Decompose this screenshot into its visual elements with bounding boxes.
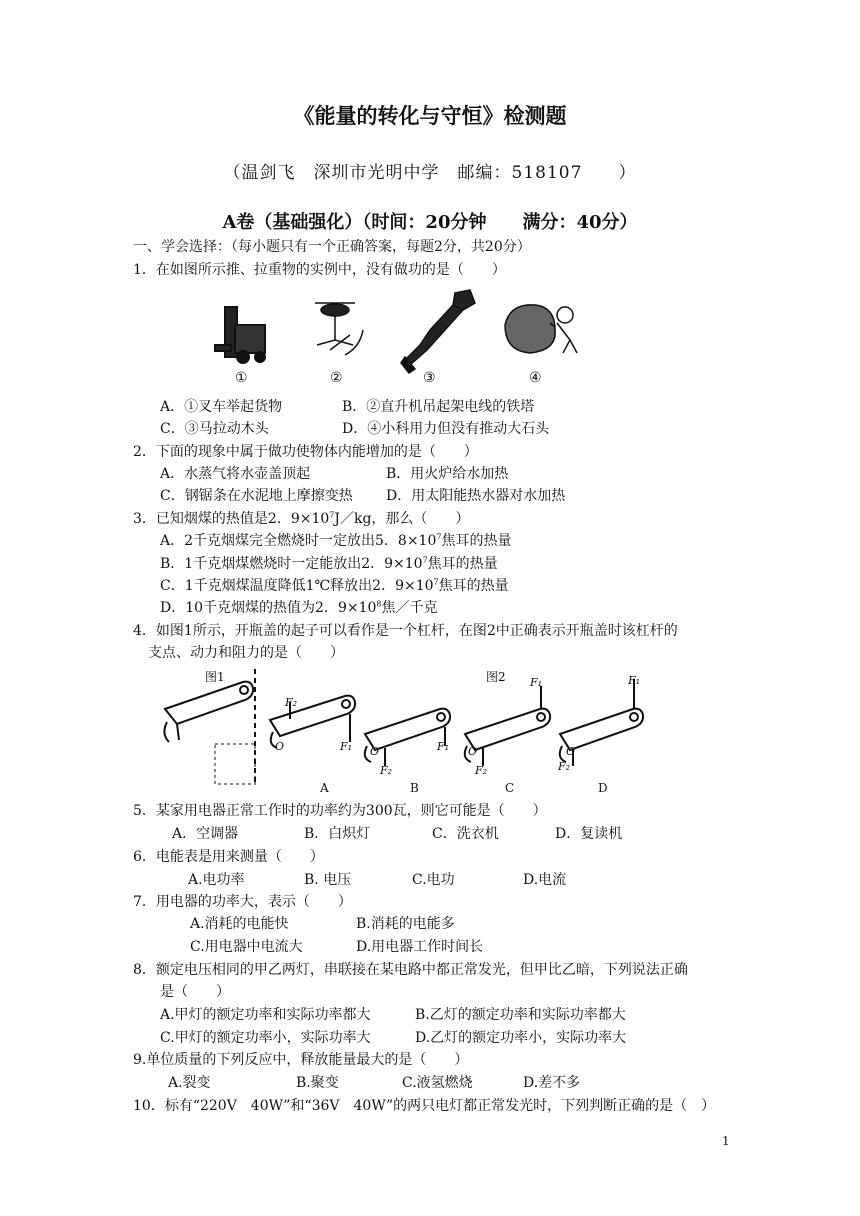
q5-option-c: C．洗衣机 bbox=[432, 826, 499, 842]
helicopter-image bbox=[315, 303, 363, 355]
q3-option-b: B．1千克烟煤燃烧时一定能放出2．$9\times 10^7$焦耳的热量 bbox=[160, 555, 498, 572]
panel-c-f2: F₂ bbox=[475, 764, 488, 777]
q9-option-d: D.差不多 bbox=[523, 1075, 581, 1091]
fig2-label: 图2 bbox=[486, 670, 506, 684]
q1-option-c: C．③马拉动木头 bbox=[160, 421, 269, 437]
panel-d-f2: F₂ bbox=[558, 760, 571, 773]
q1-stem: 1．在如图所示推、拉重物的实例中，没有做功的是（ ） bbox=[133, 262, 506, 278]
q7-stem: 7．用电器的功率大，表示（ ） bbox=[133, 894, 352, 910]
panel-d-o: O bbox=[566, 745, 576, 758]
q7-option-a: A.消耗的电能快 bbox=[190, 916, 289, 932]
q9-option-a: A.裂变 bbox=[168, 1075, 211, 1091]
q3-option-c: C．1千克烟煤温度降低1℃释放出2．$9\times 10^7$焦耳的热量 bbox=[160, 577, 509, 594]
panel-label-b: B bbox=[410, 781, 419, 795]
q2-option-c: C．钢锯条在水泥地上摩擦变热 bbox=[160, 488, 353, 504]
page-title: 《能量的转化与守恒》检测题 bbox=[293, 103, 567, 128]
boy-rock-image bbox=[505, 305, 577, 353]
q5-stem: 5．某家用电器正常工作时的功率约为300瓦，则它可能是（ ） bbox=[133, 803, 547, 819]
panel-c-f1: F₁ bbox=[530, 676, 543, 689]
panel-d-f1: F₁ bbox=[628, 674, 641, 687]
q5-option-b: B．白炽灯 bbox=[304, 826, 371, 842]
part1-heading: 一、学会选择：（每小题只有一个正确答案，每题2分，共20分） bbox=[133, 239, 531, 255]
q9-option-c: C.液氢燃烧 bbox=[402, 1075, 473, 1091]
q1-option-a: A．①叉车举起货物 bbox=[160, 399, 283, 415]
panel-b-f1: F₁ bbox=[437, 740, 450, 753]
q2-option-d: D．用太阳能热水器对水加热 bbox=[386, 488, 566, 504]
q3-option-a: A．2千克烟煤完全燃烧时一定放出5．$8\times 10^7$焦耳的热量 bbox=[160, 532, 512, 549]
panel-label-d: D bbox=[598, 781, 608, 795]
q6-option-d: D.电流 bbox=[523, 872, 567, 888]
panel-label-c: C bbox=[505, 781, 515, 795]
fig-label-2: ② bbox=[330, 370, 343, 386]
panel-a-f2: F₂ bbox=[285, 696, 298, 709]
q8-stem-line2: 是（ ） bbox=[160, 984, 230, 1000]
q6-option-b: B. 电压 bbox=[304, 872, 352, 888]
q7-option-b: B.消耗的电能多 bbox=[356, 916, 455, 932]
q3-stem: 3．已知烟煤的热值是2．$9\times 10^7J/kg$，那么（ ） bbox=[133, 510, 470, 527]
panel-b-f2: F₂ bbox=[380, 764, 393, 777]
page-number: 1 bbox=[722, 1134, 730, 1148]
panel-a-f1: F₁ bbox=[340, 740, 353, 753]
q2-option-a: A．水蒸气将水壶盖顶起 bbox=[160, 466, 311, 482]
panel-label-a: A bbox=[320, 781, 329, 795]
author-line: （温剑飞 深圳市光明中学 邮编：518107 ） bbox=[223, 163, 637, 183]
q10-stem: 10．标有“220V 40W”和“36V 40W”的两只电灯都正常发光时，下列判断正确的是（ ） bbox=[133, 1098, 716, 1114]
fig-label-3: ③ bbox=[423, 370, 436, 386]
panel-c-opener bbox=[465, 686, 550, 766]
q2-option-b: B．用火炉给水加热 bbox=[386, 466, 509, 482]
section-a-heading: A卷（基础强化）（时间：20分钟 满分：40分） bbox=[222, 212, 638, 233]
fig1-label: 图1 bbox=[205, 670, 225, 684]
fig-label-1: ① bbox=[235, 370, 248, 386]
q8-stem-line1: 8．额定电压相同的甲乙两灯，串联接在某电路中都正常发光，但甲比乙暗，下列说法正确 bbox=[133, 962, 688, 978]
q4-stem-line1: 4．如图1所示，开瓶盖的起子可以看作是一个杠杆，在图2中正确表示开瓶盖时该杠杆的 bbox=[133, 623, 678, 639]
q4-stem-line2: 支点、动力和阻力的是（ ） bbox=[148, 645, 344, 661]
q6-option-c: C.电功 bbox=[412, 872, 455, 888]
forklift-image bbox=[215, 307, 265, 363]
q6-stem: 6．电能表是用来测量（ ） bbox=[133, 849, 324, 865]
q4-figure bbox=[155, 664, 655, 799]
q8-option-a: A.甲灯的额定功率和实际功率都大 bbox=[160, 1007, 371, 1023]
q7-option-c: C.用电器中电流大 bbox=[190, 939, 303, 955]
panel-a-o: O bbox=[275, 740, 285, 753]
q7-option-d: D.用电器工作时间长 bbox=[356, 939, 484, 955]
panel-b-o: O bbox=[370, 745, 380, 758]
fig-label-4: ④ bbox=[529, 370, 542, 386]
q3-option-d: D．10千克烟煤的热值为2．$9\times 10^8$焦／千克 bbox=[160, 599, 438, 616]
q5-option-a: A．空调器 bbox=[172, 826, 239, 842]
fig1-opener bbox=[164, 669, 255, 784]
q9-option-b: B.聚变 bbox=[296, 1075, 339, 1091]
panel-c-o: O bbox=[468, 745, 478, 758]
horse-image bbox=[401, 290, 475, 373]
q1-option-b: B．②直升机吊起架电线的铁塔 bbox=[342, 399, 535, 415]
q1-figure bbox=[205, 285, 585, 385]
q5-option-d: D．复读机 bbox=[555, 826, 623, 842]
q6-option-a: A.电功率 bbox=[188, 872, 245, 888]
q9-stem: 9.单位质量的下列反应中，释放能量最大的是（ ） bbox=[133, 1052, 469, 1068]
q2-stem: 2．下面的现象中属于做功使物体内能增加的是（ ） bbox=[133, 444, 478, 460]
q8-option-b: B.乙灯的额定功率和实际功率都大 bbox=[415, 1007, 626, 1023]
q8-option-c: C.甲灯的额定功率小，实际功率大 bbox=[160, 1030, 371, 1046]
q8-option-d: D.乙灯的额定功率小，实际功率大 bbox=[415, 1030, 627, 1046]
q1-option-d: D．④小科用力但没有推动大石头 bbox=[342, 421, 550, 437]
